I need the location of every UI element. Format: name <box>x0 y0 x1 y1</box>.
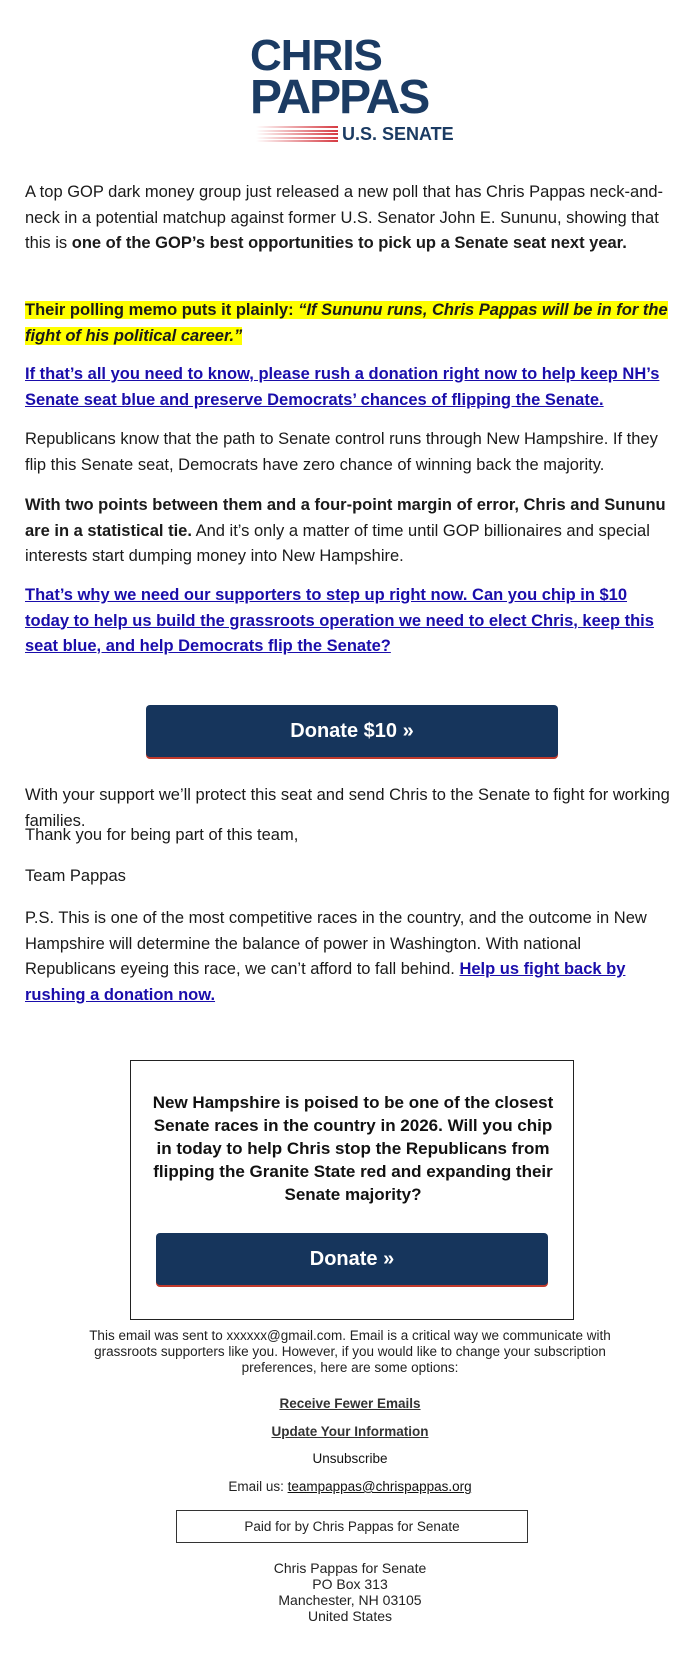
donate-10-button[interactable]: Donate $10 » <box>146 705 558 757</box>
receive-fewer-emails-link[interactable]: Receive Fewer Emails <box>279 1396 421 1411</box>
address-name: Chris Pappas for Senate <box>273 1560 427 1576</box>
signature: Team Pappas <box>25 867 126 885</box>
donate-link-primary[interactable]: If that’s all you need to know, please rush a donation right now to help keep NH’s Senate seat blue and preserve Democrats’ chances of flipping the Senate. <box>25 365 660 409</box>
paragraph-poll-emphasis: one of the GOP’s best opportunities to pick up a Senate seat next year. <box>71 234 627 252</box>
callout-box <box>130 1060 574 1320</box>
logo-line-first-name: CHRIS <box>250 31 382 80</box>
paragraph-statistical-tie: With two points between them and a four-point margin of error, Chris and Sununu are in a statistical tie. And it’s only a matter of time until GOP billionaires and special interests start dumping money into New Hampshire. <box>25 496 666 565</box>
footer-unsubscribe <box>0 1451 700 1466</box>
mailing-address <box>0 1560 700 1624</box>
campaign-logo <box>250 31 460 144</box>
paragraph-donate-link <box>25 362 675 413</box>
address-po-box: PO Box 313 <box>312 1576 388 1592</box>
logo-subtitle: U.S. SENATE <box>342 124 454 144</box>
highlighted-quote: Their polling memo puts it plainly: “If Sununu runs, Chris Pappas will be in for the fight of his political career.” <box>25 301 668 345</box>
update-information-link[interactable]: Update Your Information <box>271 1424 429 1439</box>
paragraph-memo-quote <box>25 298 675 349</box>
paragraph-thank-you: Thank you for being part of this team, <box>25 826 299 844</box>
callout-text: New Hampshire is poised to be one of the closest Senate races in the country in 2026. Will you chip in today to help Chris stop the Republicans from flipping the Granite State red and expanding their Senate majority? <box>152 1093 554 1204</box>
footer-fewer-emails <box>0 1396 700 1411</box>
address-city: Manchester, NH 03105 <box>278 1592 422 1608</box>
donate-link-postscript[interactable]: Help us fight back by rushing a donation now. <box>25 960 626 1004</box>
footer-update-info <box>0 1424 700 1439</box>
flag-stripes-icon <box>256 126 338 143</box>
logo-line-last-name: PAPPAS <box>250 71 429 124</box>
paragraph-postscript: P.S. This is one of the most competitive races in the country, and the outcome in New Hampshire will determine the balance of power in Washington. With national Republicans eyeing this race, we can’t afford to fall behind. Help us fight back by rushing a donation now. <box>25 909 647 1004</box>
footer-email-us: Email us: teampappas@chrispappas.org <box>228 1479 472 1494</box>
donate-link-chip-in[interactable]: That’s why we need our supporters to step up right now. Can you chip in $10 today to help us build the grassroots operation we need to elect Chris, keep this seat blue, and help Democrats flip the Senate? <box>25 586 654 655</box>
paragraph-poll: A top GOP dark money group just released a new poll that has Chris Pappas neck-and-neck in a potential matchup against former U.S. Senator John E. Sununu, showing that this is one of the GOP’s best opportunities to pick up a Senate seat next year. <box>25 183 664 252</box>
contact-email-link[interactable]: teampappas@chrispappas.org <box>287 1479 472 1494</box>
paragraph-path-to-control: Republicans know that the path to Senate control runs through New Hampshire. If they flip this Senate seat, Democrats have zero chance of winning back the majority. <box>25 430 658 474</box>
paid-for-disclaimer: Paid for by Chris Pappas for Senate <box>176 1510 528 1543</box>
paragraph-chip-in-link <box>25 583 675 660</box>
footer-notice: This email was sent to xxxxxx@gmail.com. Email is a critical way we communicate with grassroots supporters like you. However, if you would like to change your subscription preferences, here are some options: <box>89 1328 611 1375</box>
paragraph-support: With your support we’ll protect this seat and send Chris to the Senate to fight for working families. <box>25 786 670 830</box>
address-country: United States <box>307 1608 393 1624</box>
donate-button[interactable]: Donate » <box>156 1233 548 1285</box>
unsubscribe-link[interactable]: Unsubscribe <box>312 1451 388 1466</box>
